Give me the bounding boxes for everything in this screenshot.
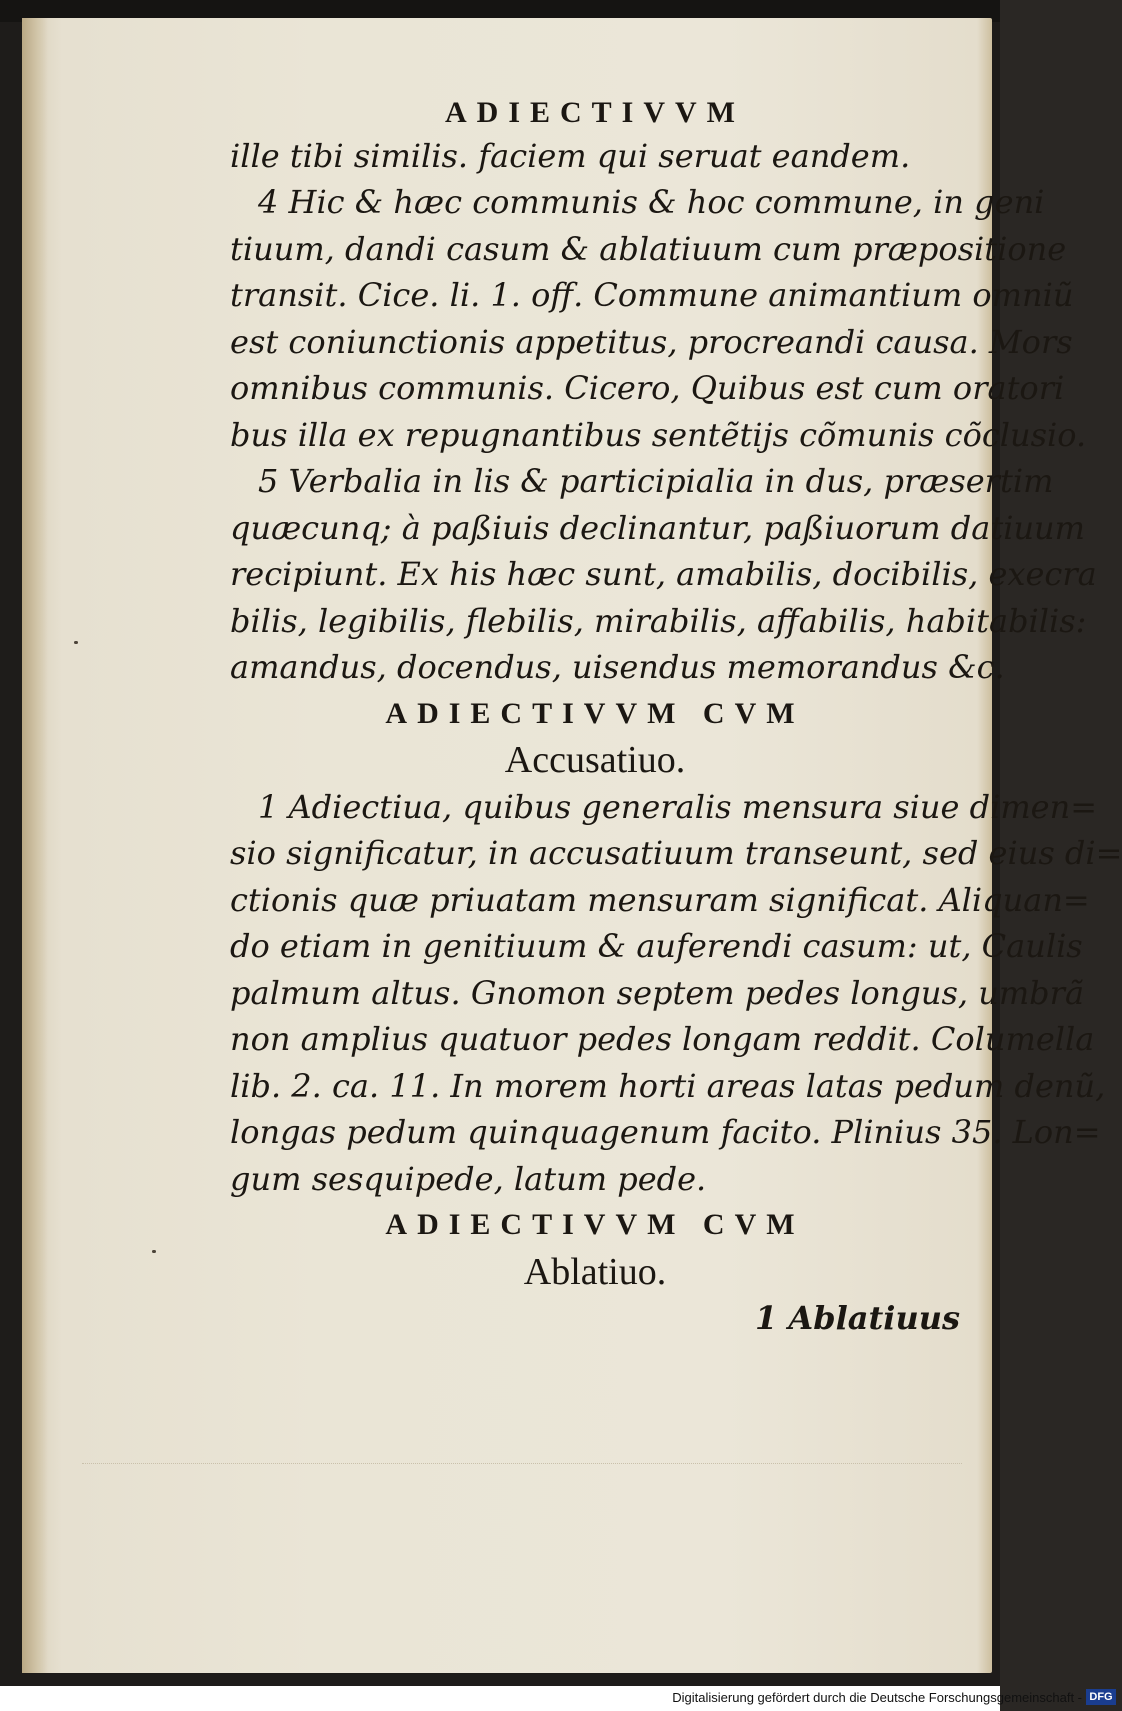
text-line: palmum altus. Gnomon septem pedes longus, umbrã — [230, 973, 1085, 1012]
text-line: sio significatur, in accusatiuum transeunt, sed eius di= — [230, 834, 1122, 872]
text-line: gum sesquipede, latum pede. — [230, 1159, 707, 1198]
running-head: ADIECTIVVM — [444, 96, 745, 129]
page-fold-line — [82, 1463, 962, 1464]
text-line: ille tibi similis. faciem qui seruat eandem. — [230, 136, 911, 175]
text-line: 5 Verbalia in lis & participialia in dus, præsertim — [258, 462, 1054, 500]
text-line: bilis, legibilis, flebilis, mirabilis, affabilis, habitabilis: — [230, 601, 1087, 640]
text-line: est coniunctionis appetitus, procreandi causa. Mors — [230, 322, 1073, 361]
dfg-logo: DFG — [1086, 1689, 1116, 1705]
text-line: quæcunq; à paßiuis declinantur, paßiuorum datiuum — [230, 508, 1085, 547]
text-line: transit. Cice. li. 1. off. Commune animantium omniũ — [230, 276, 1074, 314]
page-binding-edge — [22, 18, 48, 1673]
text-line: lib. 2. ca. 11. In morem horti areas latas pedum denũ, — [230, 1066, 1106, 1105]
text-line: omnibus communis. Cicero, Quibus est cum oratori — [230, 369, 1065, 407]
text-line: bus illa ex repugnantibus sentẽtijs cõmunis cõclusio. — [230, 415, 1087, 454]
text-line: tiuum, dandi casum & ablatiuum cum præpositione — [230, 229, 1067, 268]
text-line: 4 Hic & hæc communis & hoc commune, in geni — [258, 183, 1045, 221]
ink-speck — [74, 641, 78, 644]
text-line: amandus, docendus, uisendus memorandus &c. — [230, 648, 1005, 686]
page-text-block — [230, 90, 1122, 1342]
catchword: 1 Ablatiuus — [755, 1299, 960, 1337]
text-line: 1 Adiectiua, quibus generalis mensura siue dimen= — [258, 787, 1098, 826]
text-line: non amplius quatuor pedes longam reddit. Columella — [230, 1020, 1095, 1058]
section-heading-ablative: ADIECTIVVM CVM — [385, 1208, 805, 1241]
section-subheading-ablative: Ablatiuo. — [523, 1250, 667, 1293]
footer-credit: Digitalisierung gefördert durch die Deutsche Forschungsgemeinschaft - — [672, 1690, 1082, 1705]
text-line: longas pedum quinquagenum facito. Plinius 35. Lon= — [230, 1113, 1101, 1151]
text-line: ctionis quæ priuatam mensuram significat. Aliquan= — [230, 880, 1090, 919]
text-line: do etiam in genitiuum & auferendi casum: ut, Caulis — [230, 927, 1083, 965]
section-subheading-accusative: Accusatiuo. — [504, 739, 686, 781]
text-line: recipiunt. Ex his hæc sunt, amabilis, docibilis, execra — [230, 555, 1097, 593]
ink-speck — [152, 1250, 156, 1253]
section-heading-accusative: ADIECTIVVM CVM — [385, 696, 805, 730]
